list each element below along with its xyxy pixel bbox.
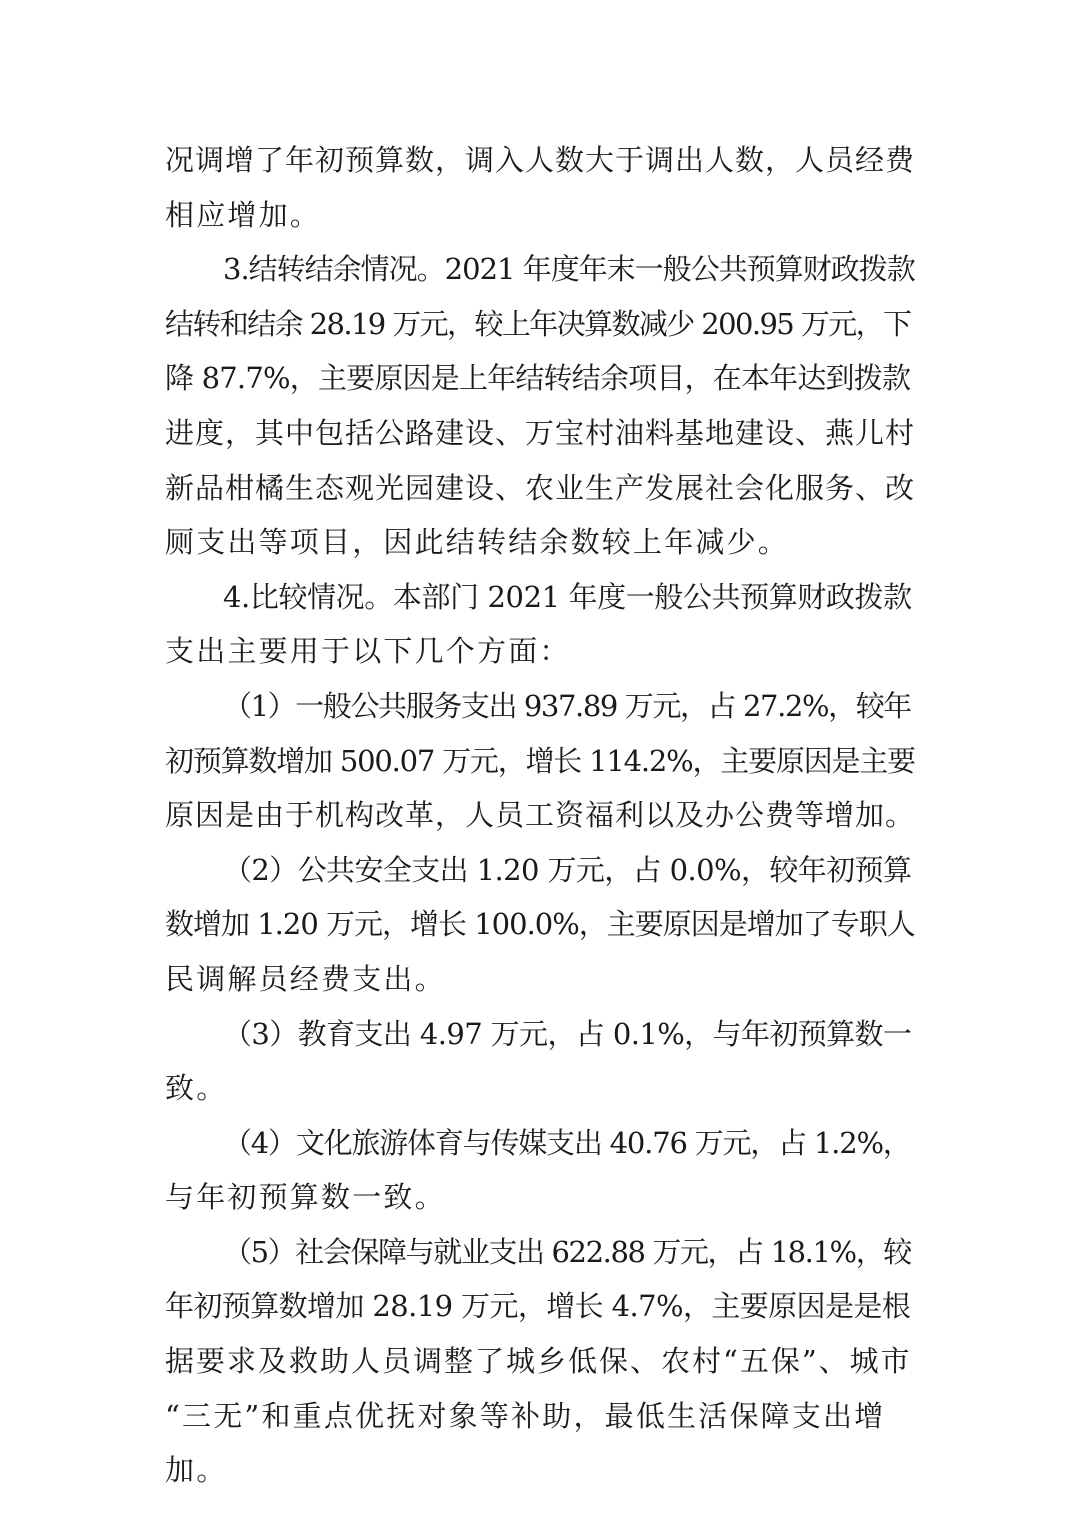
paragraph-first-line: （5）社会保障与就业支出 622.88 万元，占 18.1%，较: [223, 1234, 911, 1269]
text-line: 民调解员经费支出。: [165, 961, 446, 996]
document-body: [165, 133, 915, 1498]
paragraph-first-line: （3）教育支出 4.97 万元，占 0.1%，与年初预算数一: [223, 1016, 912, 1051]
paragraph-first-line: （2）公共安全支出 1.20 万元，占 0.0%，较年初预算: [223, 852, 912, 887]
paragraph-first-line: （4）文化旅游体育与传媒支出 40.76 万元，占 1.2%，: [223, 1125, 911, 1160]
text-line: “三无”和重点优抚对象等补助，最低生活保障支出增: [165, 1398, 886, 1433]
text-line: 数增加 1.20 万元，增长 100.0%，主要原因是增加了专职人: [165, 907, 915, 942]
text-line: 降 87.7%，主要原因是上年结转结余项目，在本年达到拨款: [165, 361, 911, 396]
text-line: 新品柑橘生态观光园建设、农业生产发展社会化服务、改: [165, 470, 916, 505]
text-line: 据要求及救助人员调整了城乡低保、农村“五保”、城市: [165, 1344, 912, 1379]
text-line: 年初预算数增加 28.19 万元，增长 4.7%，主要原因是是根: [165, 1289, 911, 1324]
text-line: 进度，其中包括公路建设、万宝村油料基地建设、燕儿村: [165, 415, 916, 450]
text-line: 与年初预算数一致。: [165, 1180, 446, 1215]
paragraph-first-line: （1）一般公共服务支出 937.89 万元，占 27.2%，较年: [223, 688, 911, 723]
text-line: 加。: [165, 1453, 228, 1488]
paragraph-first-line: 3.结转结余情况。2021 年度年末一般公共预算财政拨款: [223, 252, 915, 287]
text-line: 相应增加。: [165, 197, 322, 232]
text-line: 结转和结余 28.19 万元，较上年决算数减少 200.95 万元，下: [165, 306, 911, 341]
paragraph-first-line: 4.比较情况。本部门 2021 年度一般公共预算财政拨款: [223, 579, 912, 614]
text-line: 原因是由于机构改革，人员工资福利以及办公费等增加。: [165, 798, 916, 833]
text-line: 初预算数增加 500.07 万元，增长 114.2%，主要原因是主要: [165, 743, 915, 778]
text-line: 支出主要用于以下几个方面：: [165, 634, 571, 669]
text-line: 厕支出等项目，因此结转结余数较上年减少。: [165, 525, 790, 560]
text-line: 致。: [165, 1071, 228, 1106]
text-line: 况调增了年初预算数，调入人数大于调出人数，人员经费: [165, 143, 916, 177]
